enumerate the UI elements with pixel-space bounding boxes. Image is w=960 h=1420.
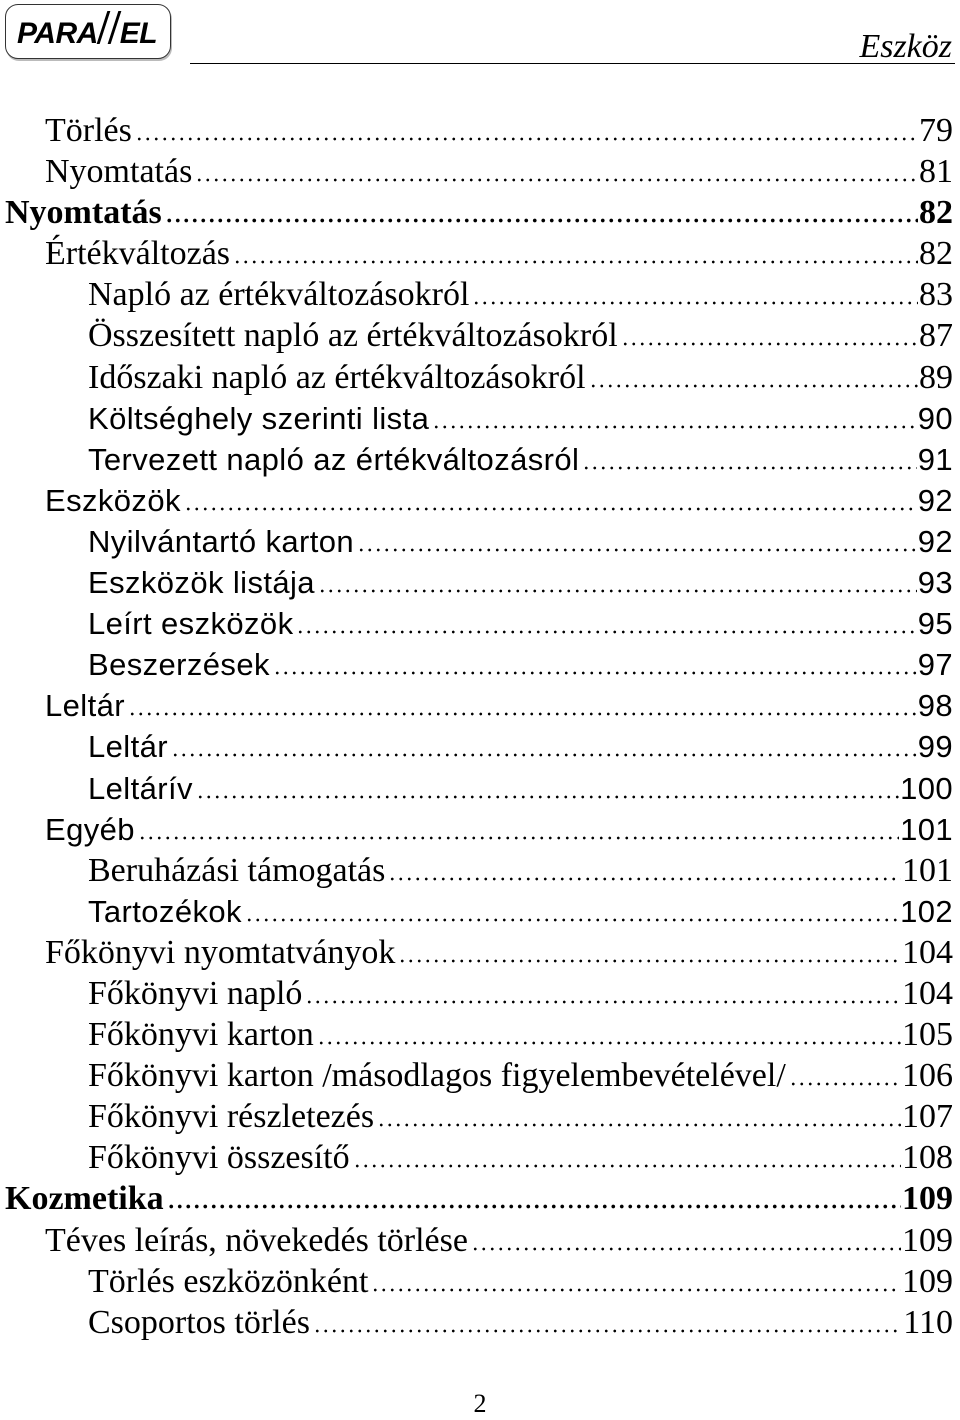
toc-entry-page-number: 109 bbox=[902, 1221, 953, 1259]
toc-entry-title: Egyéb bbox=[45, 811, 135, 847]
toc-entry bbox=[0, 932, 953, 973]
toc-entry bbox=[0, 398, 953, 439]
toc-entry bbox=[0, 1220, 953, 1261]
toc-dot-leader bbox=[398, 959, 901, 963]
toc-entry-page-number: 100 bbox=[900, 770, 953, 806]
toc-entry-title: Törlés eszközönként bbox=[88, 1262, 369, 1300]
toc-dot-leader bbox=[377, 1123, 901, 1127]
running-header bbox=[190, 20, 955, 64]
toc-dot-leader bbox=[317, 1041, 901, 1045]
toc-entry-title: Nyomtatás bbox=[5, 194, 162, 232]
toc-entry-title: Tartozékok bbox=[88, 893, 242, 929]
toc-dot-leader bbox=[432, 425, 916, 429]
toc-entry-page-number: 79 bbox=[919, 112, 953, 149]
toc-entry-title: Beruházási támogatás bbox=[88, 851, 386, 889]
toc-entry-page-number: 101 bbox=[902, 851, 953, 889]
toc-entry-title: Főkönyvi napló bbox=[88, 974, 303, 1012]
toc-dot-leader bbox=[171, 753, 917, 757]
toc-entry-page-number: 104 bbox=[902, 974, 953, 1012]
toc-entry bbox=[0, 891, 953, 932]
toc-entry bbox=[0, 110, 953, 151]
toc-dot-leader bbox=[357, 548, 917, 552]
toc-entry-title: Napló az értékváltozásokról bbox=[88, 276, 470, 314]
toc-dot-leader bbox=[318, 589, 917, 593]
toc-entry-page-number: 83 bbox=[919, 276, 953, 314]
toc-entry-title: Összesített napló az értékváltozásokról bbox=[88, 317, 618, 355]
toc-entry-title: Főkönyvi nyomtatványok bbox=[45, 933, 396, 971]
section-title: Eszköz bbox=[859, 28, 952, 65]
toc-entry-title: Nyomtatás bbox=[45, 153, 193, 191]
toc-entry-title: Leltár bbox=[88, 729, 168, 765]
toc-entry-page-number: 87 bbox=[919, 317, 953, 355]
toc-entry bbox=[0, 562, 953, 603]
toc-entry-title: Beszerzések bbox=[88, 647, 270, 683]
toc-dot-leader bbox=[313, 1329, 902, 1333]
toc-dot-leader bbox=[135, 137, 918, 141]
toc-dot-leader bbox=[789, 1082, 901, 1086]
toc-dot-leader bbox=[184, 507, 917, 511]
toc-entry bbox=[0, 151, 953, 192]
toc-entry bbox=[0, 1096, 953, 1137]
toc-entry-title: Leltár bbox=[45, 688, 125, 724]
toc-dot-leader bbox=[195, 178, 918, 182]
toc-entry bbox=[0, 1178, 953, 1219]
toc-dot-leader bbox=[233, 260, 918, 264]
toc-entry-page-number: 97 bbox=[917, 647, 953, 683]
toc-entry-page-number: 90 bbox=[917, 400, 953, 436]
toc-entry-page-number: 105 bbox=[902, 1016, 953, 1054]
toc-entry-page-number: 82 bbox=[919, 194, 953, 232]
parallel-logo bbox=[5, 4, 171, 59]
toc-entry-title: Törlés bbox=[45, 112, 132, 149]
toc-entry-page-number: 98 bbox=[917, 688, 953, 724]
toc-dot-leader bbox=[296, 630, 916, 634]
toc-dot-leader bbox=[353, 1164, 901, 1168]
toc-entry-page-number: 109 bbox=[902, 1180, 953, 1218]
toc-entry bbox=[0, 1137, 953, 1178]
toc-entry-page-number: 108 bbox=[902, 1139, 953, 1177]
toc-dot-leader bbox=[138, 836, 899, 840]
logo-text-right: EL bbox=[119, 17, 158, 50]
toc-dot-leader bbox=[273, 671, 917, 675]
toc-entry bbox=[0, 480, 953, 521]
toc-dot-leader bbox=[245, 918, 899, 922]
toc-entry-title: Leltárív bbox=[88, 770, 193, 806]
logo-text-left: PARA bbox=[17, 17, 98, 50]
toc-entry-title: Csoportos törlés bbox=[88, 1303, 310, 1341]
toc-entry-page-number: 82 bbox=[919, 235, 953, 273]
toc-entry-title: Költséghely szerinti lista bbox=[88, 400, 430, 436]
toc-entry-page-number: 92 bbox=[917, 523, 953, 559]
toc-entry-title: Időszaki napló az értékváltozásokról bbox=[88, 358, 586, 396]
toc-entry bbox=[0, 603, 953, 644]
toc-dot-leader bbox=[472, 301, 918, 305]
toc-entry-page-number: 89 bbox=[919, 358, 953, 396]
toc-entry-title: Kozmetika bbox=[5, 1180, 164, 1218]
toc-dot-leader bbox=[388, 877, 901, 881]
toc-dot-leader bbox=[471, 1247, 901, 1251]
toc-entry-page-number: 107 bbox=[902, 1098, 953, 1136]
toc-entry bbox=[0, 357, 953, 398]
toc-entry-page-number: 81 bbox=[919, 153, 953, 191]
toc-entry bbox=[0, 644, 953, 685]
toc-entry-page-number: 92 bbox=[917, 482, 953, 518]
toc-entry-title: Főkönyvi részletezés bbox=[88, 1098, 375, 1136]
toc-entry bbox=[0, 973, 953, 1014]
toc-dot-leader bbox=[167, 1204, 901, 1209]
toc-entry-title: Téves leírás, növekedés törlése bbox=[45, 1221, 468, 1259]
toc-entry bbox=[0, 809, 953, 850]
toc-entry-page-number: 110 bbox=[903, 1303, 953, 1341]
toc-entry bbox=[0, 1014, 953, 1055]
toc-entry-page-number: 101 bbox=[900, 811, 953, 847]
toc-dot-leader bbox=[128, 712, 917, 716]
toc-dot-leader bbox=[371, 1288, 901, 1292]
toc-entry-page-number: 106 bbox=[902, 1057, 953, 1095]
toc-entry bbox=[0, 439, 953, 480]
toc-entry bbox=[0, 521, 953, 562]
toc-entry-page-number: 91 bbox=[917, 441, 953, 477]
toc-entry bbox=[0, 768, 953, 809]
toc-entry-page-number: 104 bbox=[902, 933, 953, 971]
toc-dot-leader bbox=[165, 218, 918, 223]
toc-entry-title: Értékváltozás bbox=[45, 235, 231, 273]
toc-dot-leader bbox=[621, 342, 918, 346]
toc-entry-title: Leírt eszközök bbox=[88, 606, 294, 642]
toc-entry bbox=[0, 274, 953, 315]
toc-entry-title: Főkönyvi összesítő bbox=[88, 1139, 350, 1177]
toc-entry-title: Tervezett napló az értékváltozásról bbox=[88, 441, 580, 477]
toc-entry bbox=[0, 1055, 953, 1096]
toc-entry-page-number: 99 bbox=[917, 729, 953, 765]
table-of-contents bbox=[0, 110, 953, 1343]
toc-entry bbox=[0, 1261, 953, 1302]
toc-entry-page-number: 109 bbox=[902, 1262, 953, 1300]
toc-entry-page-number: 102 bbox=[900, 893, 953, 929]
toc-entry bbox=[0, 315, 953, 356]
toc-entry-title: Főkönyvi karton bbox=[88, 1016, 314, 1054]
toc-entry-title: Nyilvántartó karton bbox=[88, 523, 355, 559]
toc-dot-leader bbox=[196, 795, 899, 799]
toc-entry-page-number: 95 bbox=[917, 606, 953, 642]
toc-entry bbox=[0, 192, 953, 233]
toc-entry-title: Főkönyvi karton /másodlagos figyelembevételével/ bbox=[88, 1057, 786, 1095]
toc-dot-leader bbox=[582, 466, 916, 470]
toc-dot-leader bbox=[589, 384, 918, 388]
toc-entry bbox=[0, 233, 953, 274]
toc-entry-page-number: 93 bbox=[917, 565, 953, 601]
toc-entry bbox=[0, 726, 953, 767]
toc-dot-leader bbox=[305, 1000, 901, 1004]
toc-entry bbox=[0, 1302, 953, 1343]
toc-entry-title: Eszközök bbox=[45, 482, 181, 518]
page-number: 2 bbox=[473, 1389, 487, 1418]
toc-entry bbox=[0, 685, 953, 726]
toc-entry bbox=[0, 850, 953, 891]
toc-entry-title: Eszközök listája bbox=[88, 565, 315, 601]
